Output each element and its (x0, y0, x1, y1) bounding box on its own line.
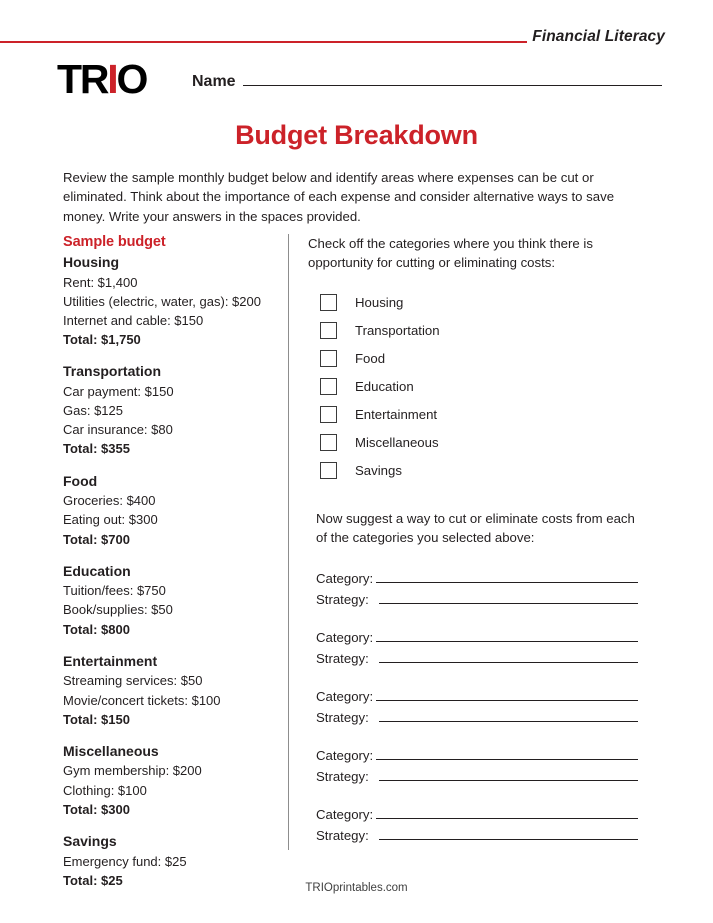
budget-group (63, 652, 275, 729)
strategy-label: Strategy: (316, 650, 369, 666)
sample-budget-column (63, 234, 275, 890)
budget-line-item: Streaming services: $50 (63, 673, 203, 689)
category-label: Category: (316, 747, 374, 763)
checklist-row[interactable] (320, 401, 641, 429)
trio-logo (57, 56, 147, 102)
category-input-line[interactable] (376, 570, 638, 583)
checklist-row[interactable] (320, 429, 641, 457)
answer-row (316, 629, 641, 650)
name-field-row (192, 72, 662, 91)
strategy-label: Strategy: (316, 591, 369, 607)
budget-group-total: Total: $25 (63, 872, 123, 888)
answer-block (316, 570, 641, 612)
logo-tr-text: TR (57, 56, 108, 102)
budget-group-total: Total: $355 (63, 441, 130, 457)
budget-group-total: Total: $1,750 (63, 332, 141, 348)
category-label: Category: (316, 570, 374, 586)
checklist-prompt: Check off the categories where you think there is opportunity for cutting or eliminating costs: (308, 236, 593, 271)
checkbox-label: Miscellaneous (355, 435, 439, 451)
name-label: Name (192, 73, 236, 90)
budget-group-name: Housing (63, 254, 119, 270)
strategy-input-line[interactable] (379, 768, 638, 781)
intro-paragraph: Review the sample monthly budget below and identify areas where expenses can be cut or eliminated. Think about the importance of each expense and consider alternative ways to save money. Write your answers in the spaces provided. (63, 170, 615, 224)
answer-row (316, 709, 641, 730)
strategy-input-line[interactable] (379, 709, 638, 722)
answer-row (316, 570, 641, 591)
checkbox-label: Food (355, 351, 386, 367)
budget-line-item: Rent: $1,400 (63, 274, 138, 290)
name-input-line[interactable] (243, 72, 662, 86)
budget-line-item: Emergency fund: $25 (63, 853, 187, 869)
checkbox-label: Housing (355, 295, 404, 311)
sample-budget-heading: Sample budget (63, 234, 166, 250)
checkbox-label: Transportation (355, 323, 440, 339)
budget-line-item: Car payment: $150 (63, 383, 174, 399)
budget-group-name: Miscellaneous (63, 742, 159, 759)
budget-group-name: Education (63, 562, 131, 579)
budget-group (63, 362, 275, 458)
budget-line-item: Gym membership: $200 (63, 763, 202, 779)
answer-row (316, 768, 641, 789)
answer-block (316, 806, 641, 848)
budget-line-item: Internet and cable: $150 (63, 312, 204, 328)
column-divider (288, 234, 289, 850)
strategy-input-line[interactable] (379, 827, 638, 840)
subject-label: Financial Literacy (532, 28, 665, 45)
strategy-label: Strategy: (316, 709, 369, 725)
checkbox-label: Education (355, 379, 414, 395)
answer-block (316, 688, 641, 730)
answer-row (316, 827, 641, 848)
budget-group-name: Transportation (63, 363, 162, 380)
checklist-row[interactable] (320, 457, 641, 485)
checkbox-education[interactable] (320, 378, 337, 395)
header-red-rule (0, 41, 527, 43)
category-input-line[interactable] (376, 688, 638, 701)
category-input-line[interactable] (376, 629, 638, 642)
answer-row (316, 806, 641, 827)
answer-row (316, 650, 641, 671)
budget-line-item: Groceries: $400 (63, 493, 156, 509)
strategy-input-line[interactable] (379, 591, 638, 604)
category-input-line[interactable] (376, 747, 638, 760)
category-label: Category: (316, 806, 374, 822)
footer-website: TRIOprintables.com (305, 882, 408, 894)
budget-group-name: Food (63, 472, 98, 489)
checklist-row[interactable] (320, 317, 641, 345)
checkbox-label: Savings (355, 463, 402, 479)
budget-group (63, 253, 275, 349)
budget-line-item: Utilities (electric, water, gas): $200 (63, 293, 261, 309)
answer-block (316, 629, 641, 671)
strategy-prompt: Now suggest a way to cut or eliminate costs from each of the categories you selected above: (316, 510, 635, 546)
budget-line-item: Tuition/fees: $750 (63, 583, 166, 599)
checklist-row[interactable] (320, 373, 641, 401)
budget-line-item: Clothing: $100 (63, 782, 147, 798)
budget-group-total: Total: $700 (63, 531, 130, 547)
category-label: Category: (316, 629, 374, 645)
budget-group-total: Total: $300 (63, 801, 130, 817)
checkbox-savings[interactable] (320, 462, 337, 479)
checkbox-housing[interactable] (320, 294, 337, 311)
checkbox-transportation[interactable] (320, 322, 337, 339)
checkbox-entertainment[interactable] (320, 406, 337, 423)
budget-line-item: Gas: $125 (63, 403, 123, 419)
budget-group-total: Total: $800 (63, 621, 130, 637)
category-input-line[interactable] (376, 806, 638, 819)
answer-block (316, 747, 641, 789)
budget-line-item: Car insurance: $80 (63, 422, 173, 438)
budget-group (63, 742, 275, 819)
category-label: Category: (316, 688, 374, 704)
budget-line-item: Book/supplies: $50 (63, 602, 173, 618)
budget-group (63, 562, 275, 639)
budget-group-name: Savings (63, 833, 117, 850)
budget-group-list (63, 253, 275, 890)
checkbox-miscellaneous[interactable] (320, 434, 337, 451)
answer-row (316, 747, 641, 768)
answer-blocks (316, 570, 641, 848)
checkbox-label: Entertainment (355, 407, 438, 423)
checklist-row[interactable] (320, 345, 641, 373)
answer-row (316, 591, 641, 612)
logo-i-letter: I (107, 56, 117, 102)
budget-group-name: Entertainment (63, 652, 158, 669)
checkbox-food[interactable] (320, 350, 337, 367)
logo-o-text: O (116, 56, 147, 102)
budget-group (63, 472, 275, 549)
page-title: Budget Breakdown (235, 120, 478, 150)
strategy-input-line[interactable] (379, 650, 638, 663)
answer-row (316, 688, 641, 709)
budget-group-total: Total: $150 (63, 711, 130, 727)
checklist-row[interactable] (320, 289, 641, 317)
worksheet-response-column (308, 234, 641, 848)
budget-line-item: Eating out: $300 (63, 512, 158, 528)
header-bar (0, 30, 713, 54)
category-checklist (320, 289, 641, 485)
strategy-label: Strategy: (316, 768, 369, 784)
budget-line-item: Movie/concert tickets: $100 (63, 692, 221, 708)
strategy-label: Strategy: (316, 827, 369, 843)
